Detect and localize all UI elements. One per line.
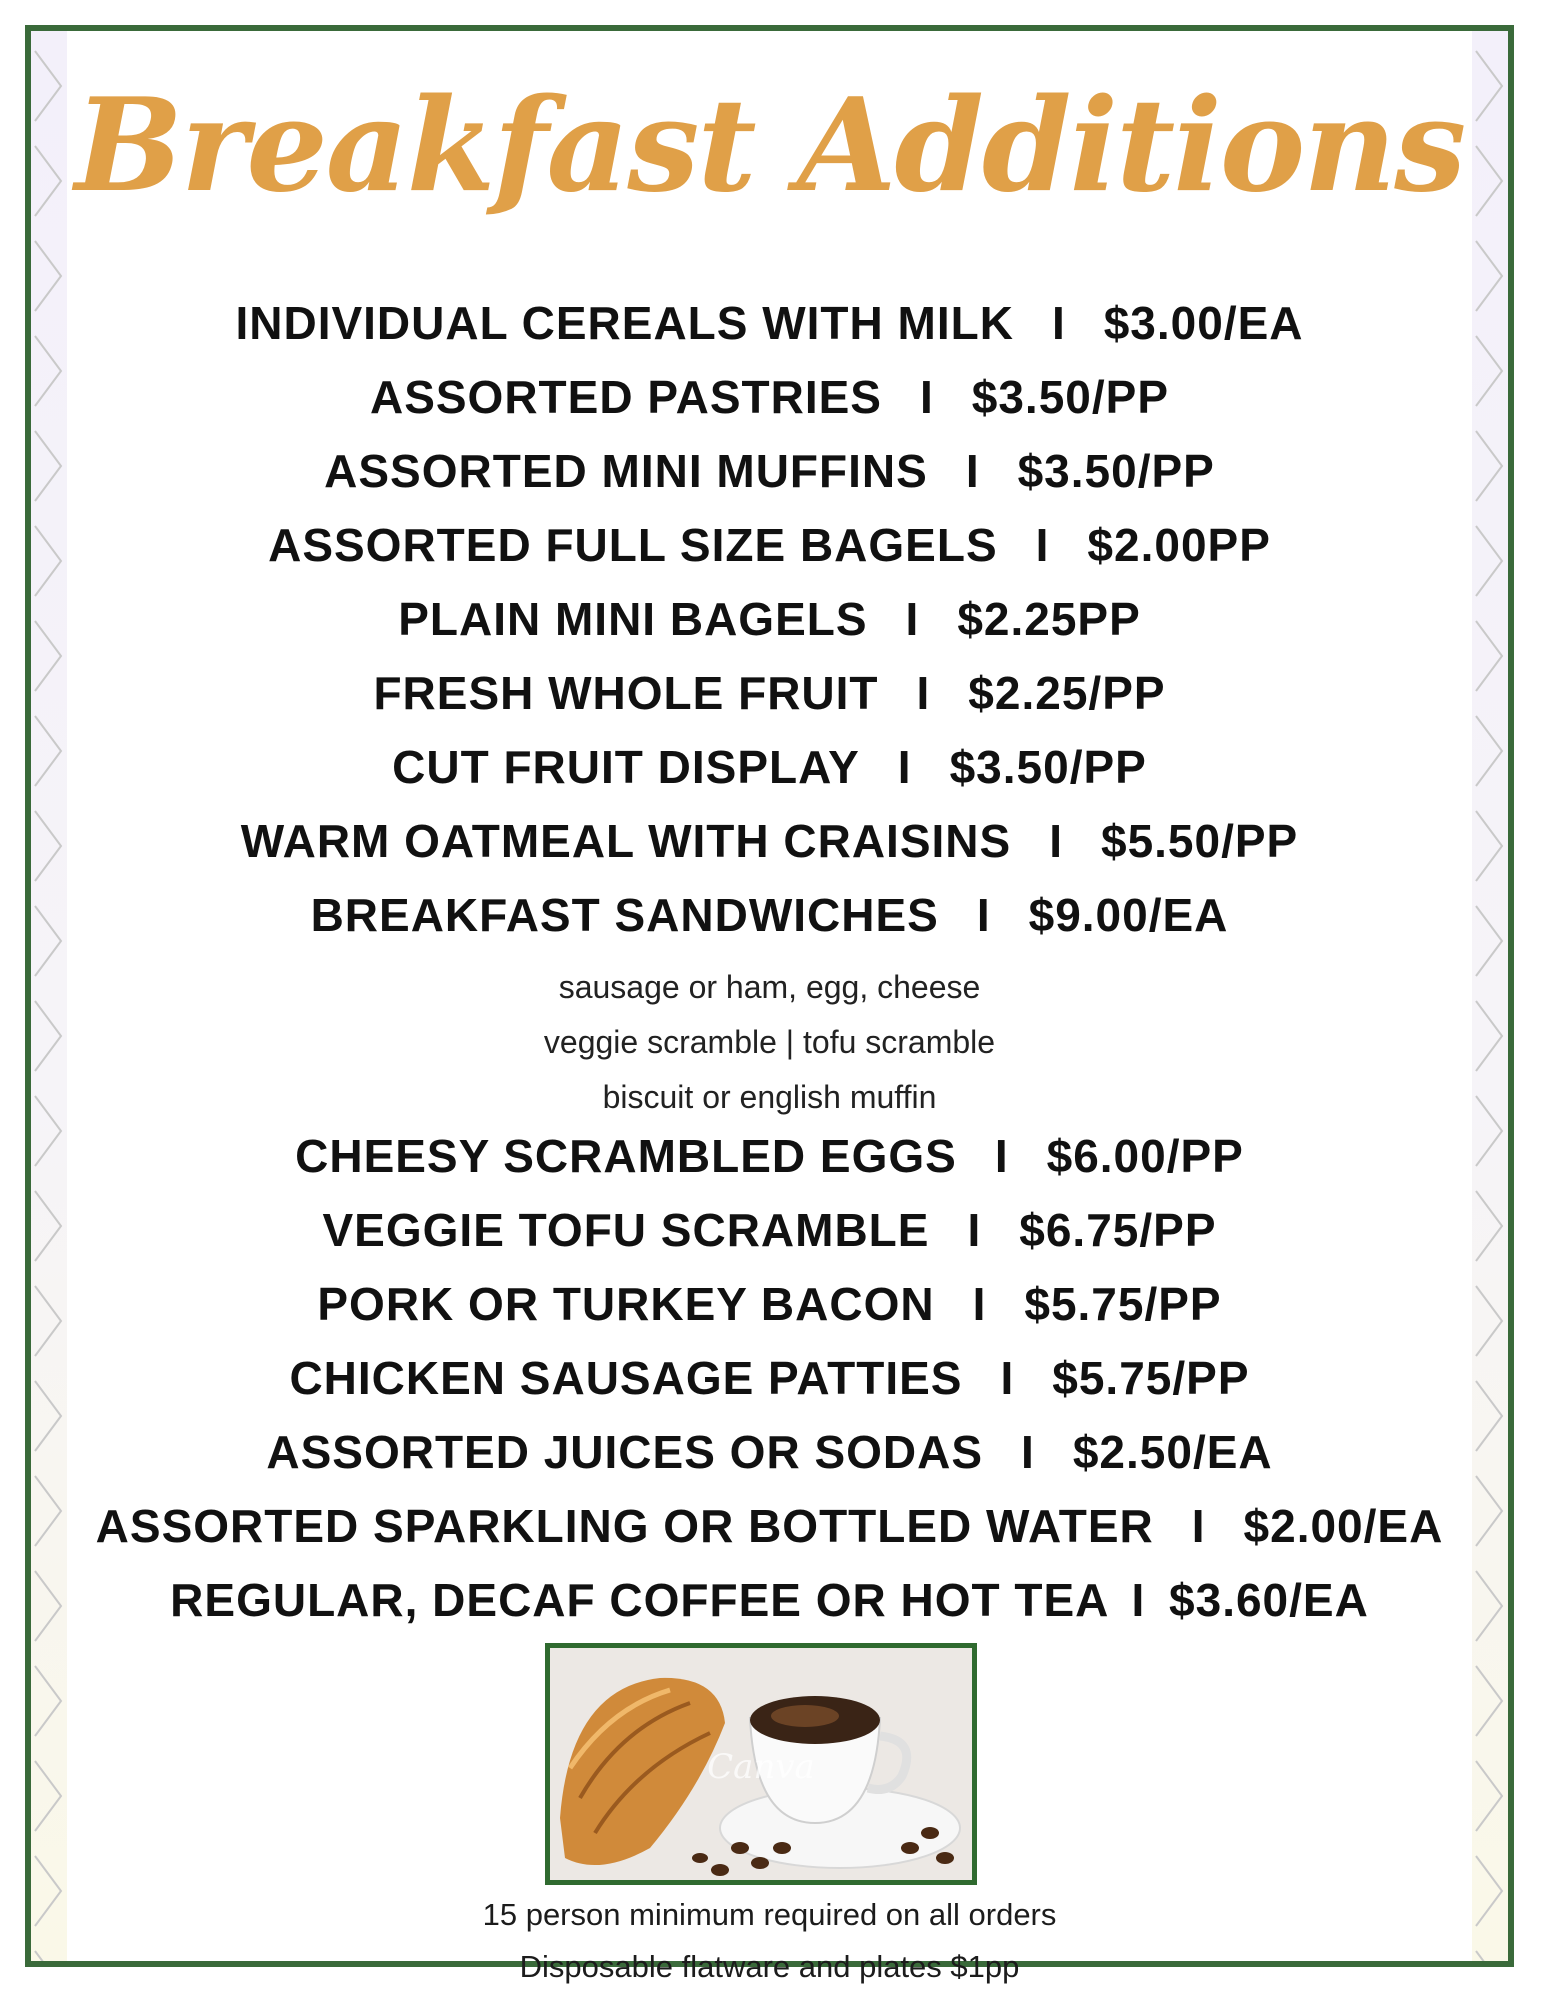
chevron-decoration bbox=[1476, 1666, 1502, 1736]
menu-item-price: $3.50/PP bbox=[971, 371, 1170, 423]
menu-item-price: $3.50/PP bbox=[949, 741, 1147, 793]
decorative-chevron-strip-right bbox=[1472, 31, 1508, 1961]
menu-item-separator: I bbox=[1021, 1426, 1035, 1478]
menu-item-name: CHICKEN SAUSAGE PATTIES bbox=[289, 1352, 963, 1404]
menu-item-separator: I bbox=[965, 445, 980, 497]
menu-items-group bbox=[67, 286, 1472, 952]
chevron-decoration bbox=[1476, 241, 1502, 311]
sandwich-option: veggie scramble | tofu scramble bbox=[543, 1024, 996, 1060]
chevron-decoration bbox=[1476, 1096, 1502, 1166]
menu-item-separator: I bbox=[1035, 519, 1050, 571]
menu-item-separator: I bbox=[916, 667, 931, 719]
chevron-decoration bbox=[35, 716, 61, 786]
menu-item bbox=[67, 434, 1472, 508]
menu-item-name: PORK OR TURKEY BACON bbox=[317, 1278, 935, 1330]
menu-item bbox=[67, 1119, 1472, 1193]
menu-item-name: ASSORTED SPARKLING OR BOTTLED WATER bbox=[95, 1500, 1154, 1552]
chevron-decoration bbox=[35, 906, 61, 976]
croissant-coffee-photo bbox=[545, 1643, 977, 1885]
decorative-chevron-strip-left bbox=[31, 31, 67, 1961]
chevron-decoration bbox=[1476, 526, 1502, 596]
flatware-note: Disposable flatware and plates $1pp bbox=[519, 1949, 1020, 1984]
menu-item bbox=[67, 1341, 1472, 1415]
menu-item-separator: I bbox=[1000, 1352, 1015, 1404]
menu-item bbox=[67, 1193, 1472, 1267]
menu-item-price: $2.25PP bbox=[957, 593, 1141, 645]
chevron-decoration bbox=[1476, 716, 1502, 786]
menu-item bbox=[67, 656, 1472, 730]
sandwich-option: biscuit or english muffin bbox=[602, 1079, 937, 1115]
menu-item-separator: I bbox=[919, 371, 934, 423]
chevron-decoration bbox=[35, 1191, 61, 1261]
chevron-decoration bbox=[35, 1571, 61, 1641]
chevron-decoration bbox=[1476, 1476, 1502, 1546]
chevron-decoration bbox=[35, 1666, 61, 1736]
chevron-decoration bbox=[35, 51, 61, 121]
page-frame bbox=[25, 25, 1514, 1984]
chevron-decoration bbox=[1476, 51, 1502, 121]
menu-item-separator: I bbox=[1051, 297, 1066, 349]
menu-item bbox=[67, 286, 1472, 360]
menu-item-price: $6.00/PP bbox=[1046, 1130, 1244, 1182]
chevron-decoration bbox=[35, 431, 61, 501]
menu-item-separator: I bbox=[1049, 815, 1063, 867]
croissant-coffee-illustration bbox=[550, 1648, 972, 1880]
menu-item bbox=[67, 1415, 1472, 1489]
chevron-decoration bbox=[35, 1001, 61, 1071]
menu-item-separator: I bbox=[1191, 1500, 1206, 1552]
chevron-decoration bbox=[35, 1381, 61, 1451]
chevron-decoration bbox=[1476, 1286, 1502, 1356]
menu-item-separator: I bbox=[972, 1278, 987, 1330]
menu-item-price: $3.00/EA bbox=[1103, 297, 1304, 349]
menu-item-price: $6.75/PP bbox=[1019, 1204, 1217, 1256]
menu-item-price: $5.75/PP bbox=[1052, 1352, 1250, 1404]
menu-item-separator: I bbox=[897, 741, 912, 793]
menu-item-name: ASSORTED PASTRIES bbox=[369, 371, 882, 423]
menu-item-name: ASSORTED JUICES OR SODAS bbox=[266, 1426, 984, 1478]
menu-item bbox=[67, 1267, 1472, 1341]
menu-item-price: $2.25/PP bbox=[968, 667, 1166, 719]
menu-item-price: $2.00/EA bbox=[1243, 1500, 1444, 1552]
chevron-decoration bbox=[1476, 621, 1502, 691]
chevron-decoration bbox=[35, 146, 61, 216]
menu-item-price: $2.00PP bbox=[1087, 519, 1271, 571]
menu-item-separator: I bbox=[905, 593, 920, 645]
chevron-decoration bbox=[1476, 336, 1502, 406]
menu-item bbox=[67, 1489, 1472, 1563]
photo-watermark: Canva bbox=[707, 1747, 815, 1787]
chevron-decoration bbox=[1476, 1191, 1502, 1261]
menu-item-price: $3.50/PP bbox=[1017, 445, 1215, 497]
menu-list bbox=[67, 286, 1472, 1637]
menu-item-coffee bbox=[67, 1563, 1472, 1637]
menu-item-name: FRESH WHOLE FRUIT bbox=[373, 667, 879, 719]
menu-item-price: $3.60/EA bbox=[1169, 1574, 1369, 1626]
menu-item-separator: I bbox=[967, 1204, 982, 1256]
menu-item-price: $9.00/EA bbox=[1028, 889, 1229, 941]
menu-item-price: $5.50/PP bbox=[1100, 815, 1299, 867]
chevron-decoration bbox=[1476, 811, 1502, 881]
chevron-decoration bbox=[35, 1096, 61, 1166]
menu-item-name: ASSORTED MINI MUFFINS bbox=[324, 445, 928, 497]
menu-item-name: CUT FRUIT DISPLAY bbox=[392, 741, 860, 793]
menu-item-name: ASSORTED FULL SIZE BAGELS bbox=[268, 519, 998, 571]
chevron-decoration bbox=[1476, 1381, 1502, 1451]
chevron-decoration bbox=[35, 526, 61, 596]
chevron-decoration bbox=[35, 1761, 61, 1831]
menu-item-separator: I bbox=[976, 889, 991, 941]
chevron-decoration bbox=[35, 1286, 61, 1356]
chevron-decoration bbox=[1476, 146, 1502, 216]
menu-item bbox=[67, 804, 1472, 878]
menu-item bbox=[67, 508, 1472, 582]
minimum-order-note: 15 person minimum required on all orders bbox=[482, 1897, 1057, 1932]
menu-item-name: WARM OATMEAL WITH CRAISINS bbox=[240, 815, 1012, 867]
menu-title: Breakfast Additions bbox=[74, 71, 1465, 221]
menu-item-name: REGULAR, DECAF COFFEE OR HOT TEA bbox=[170, 1574, 1108, 1626]
order-notes bbox=[31, 1889, 1508, 1993]
chevron-decoration bbox=[1476, 431, 1502, 501]
menu-item bbox=[67, 360, 1472, 434]
menu-item-price: $2.50/EA bbox=[1072, 1426, 1273, 1478]
chevron-decoration bbox=[35, 811, 61, 881]
chevron-decoration bbox=[35, 621, 61, 691]
menu-item-separator: I bbox=[1131, 1574, 1146, 1626]
sandwich-option: sausage or ham, egg, cheese bbox=[558, 969, 981, 1005]
menu-item bbox=[67, 878, 1472, 952]
menu-item-name: BREAKFAST SANDWICHES bbox=[310, 889, 939, 941]
chevron-decoration bbox=[1476, 1571, 1502, 1641]
chevron-decoration bbox=[1476, 1761, 1502, 1831]
menu-item-name: CHEESY SCRAMBLED EGGS bbox=[295, 1130, 957, 1182]
chevron-decoration bbox=[1476, 1001, 1502, 1071]
menu-item bbox=[67, 582, 1472, 656]
menu-items-group bbox=[67, 1119, 1472, 1563]
chevron-decoration bbox=[35, 241, 61, 311]
chevron-decoration bbox=[1476, 906, 1502, 976]
menu-item-name: INDIVIDUAL CEREALS WITH MILK bbox=[235, 297, 1014, 349]
menu-item bbox=[67, 730, 1472, 804]
menu-item-name: PLAIN MINI BAGELS bbox=[398, 593, 868, 645]
chevron-decoration bbox=[35, 1476, 61, 1546]
menu-item-name: VEGGIE TOFU SCRAMBLE bbox=[322, 1204, 930, 1256]
menu-item-separator: I bbox=[994, 1130, 1009, 1182]
menu-item-price: $5.75/PP bbox=[1024, 1278, 1222, 1330]
sandwich-options bbox=[67, 952, 1472, 1125]
chevron-decoration bbox=[35, 336, 61, 406]
